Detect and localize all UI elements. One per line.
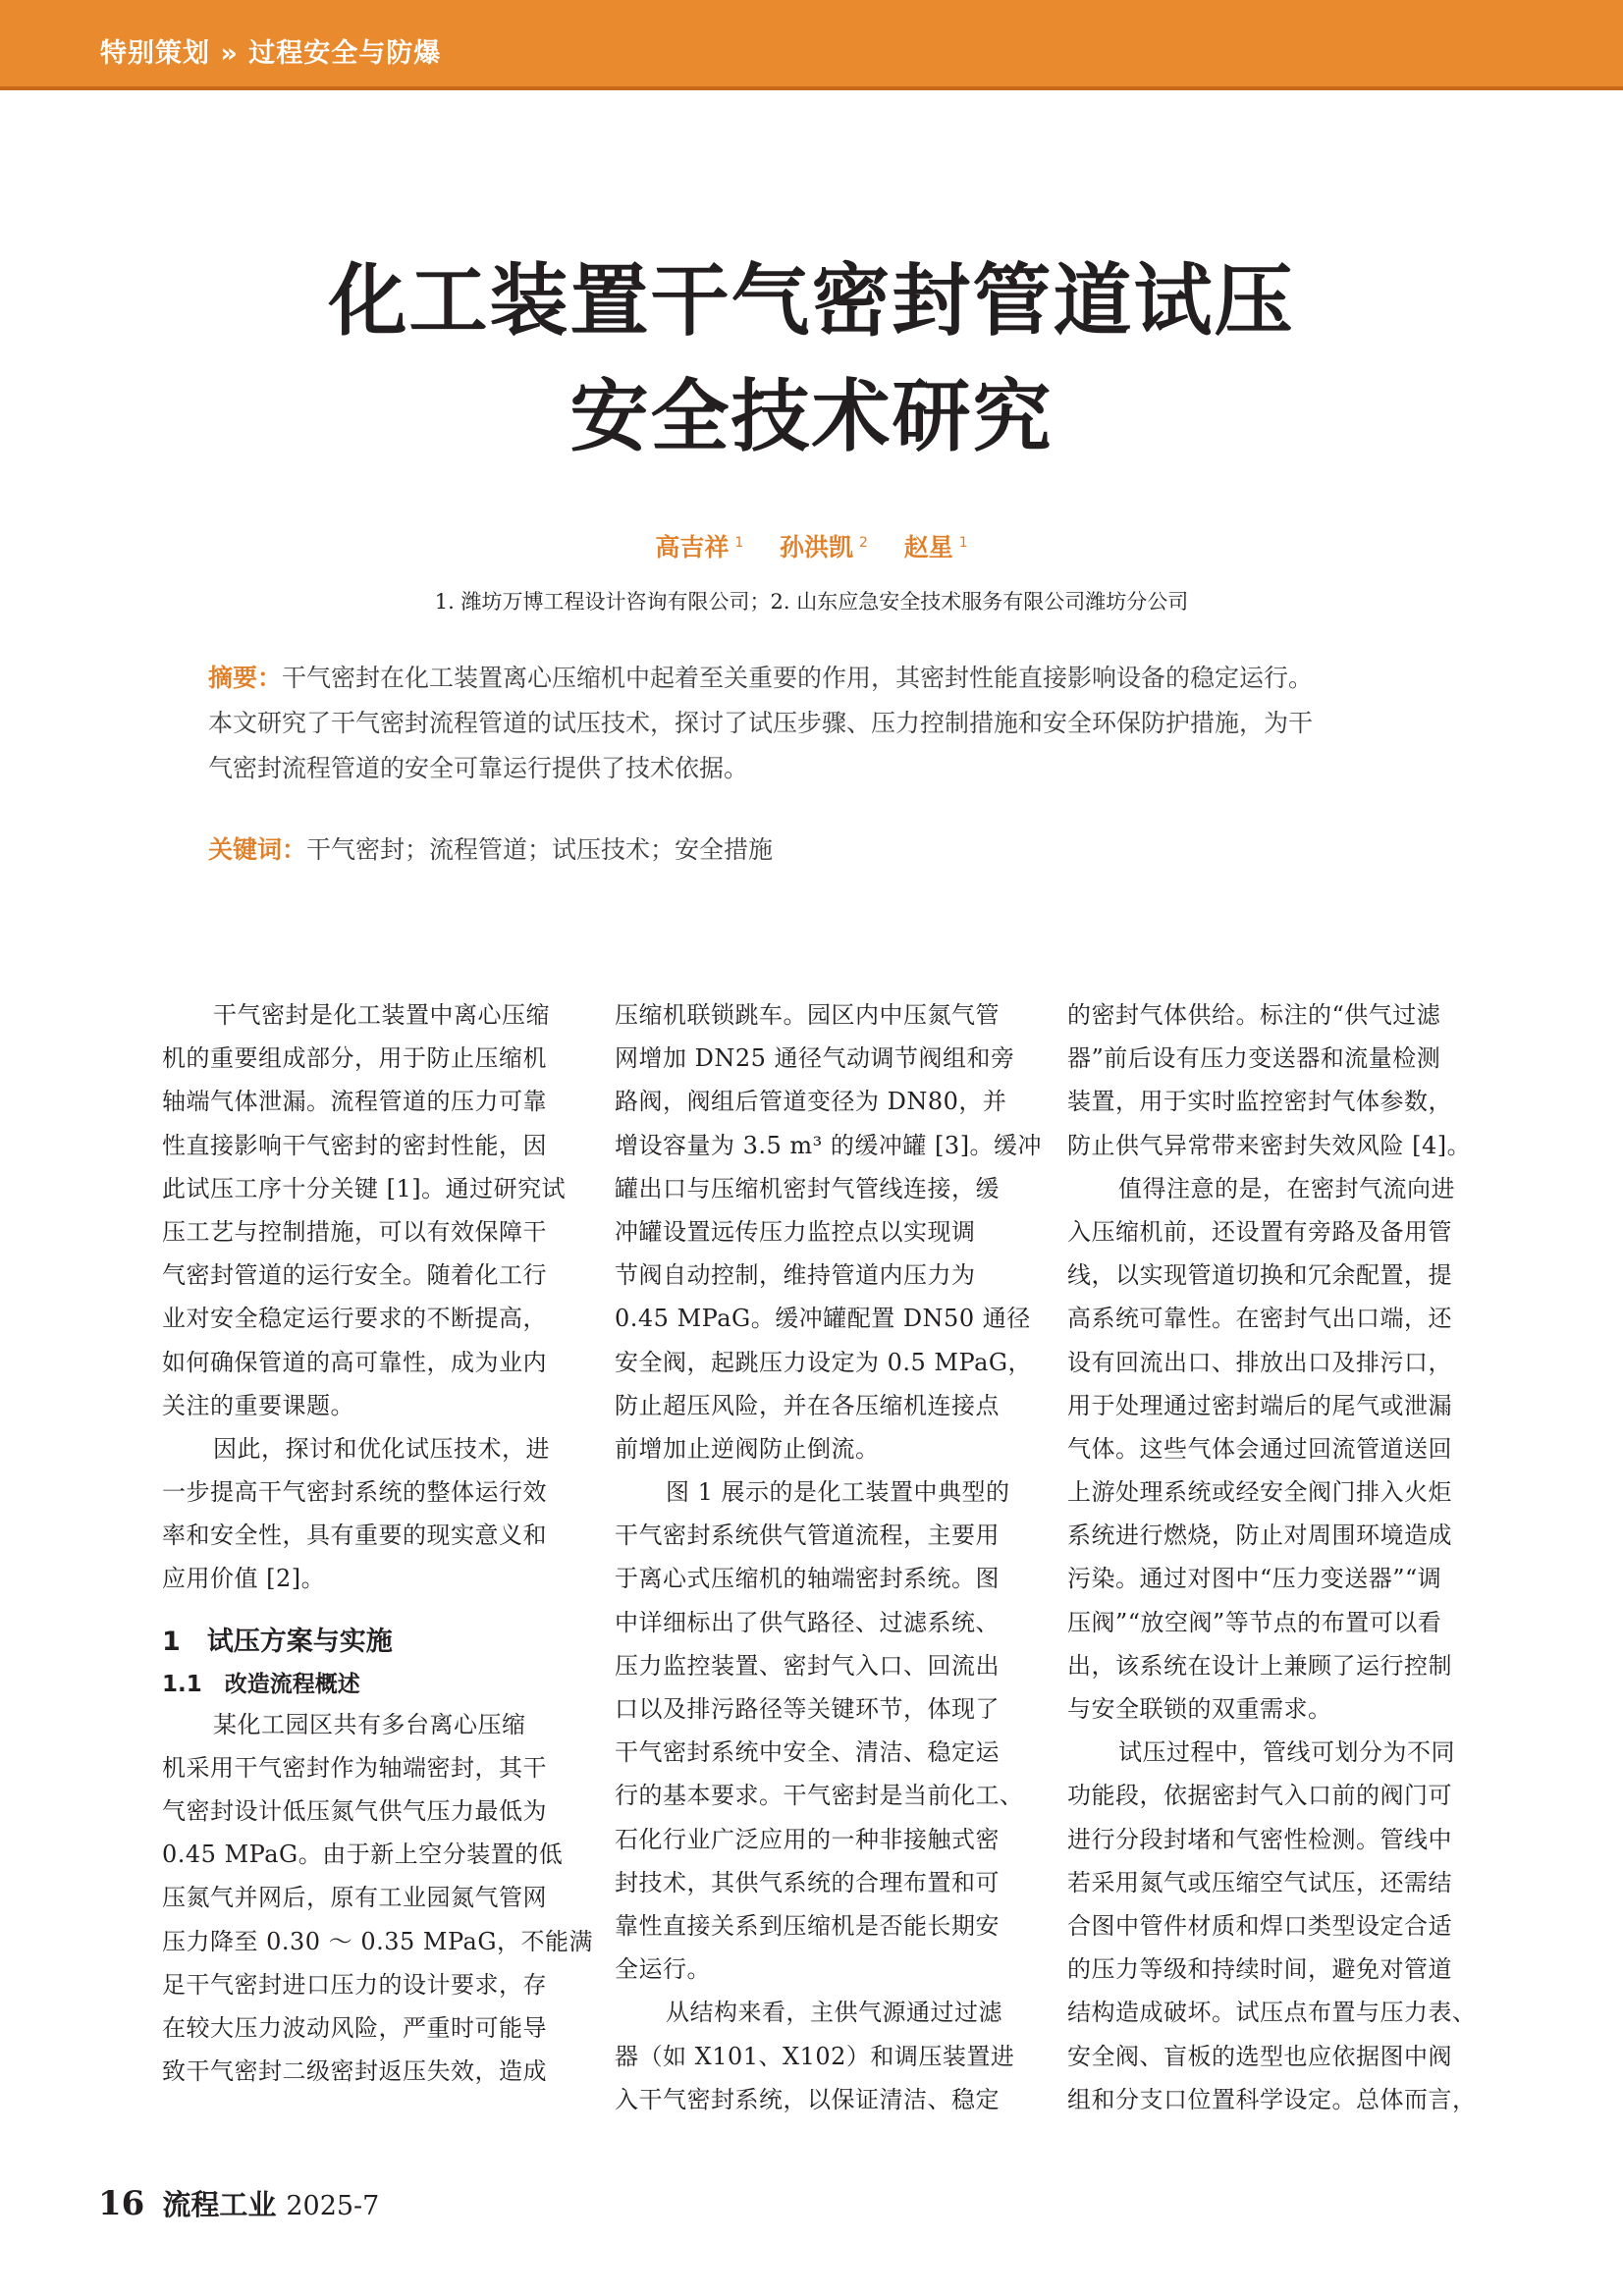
text-line: 的压力等级和持续时间，避免对管道 <box>1067 1955 1452 1984</box>
text-line: 功能段，依据密封气入口前的阀门可 <box>1067 1782 1452 1810</box>
author <box>780 533 868 561</box>
text-line: 如何确保管道的高可靠性，成为业内 <box>162 1348 547 1376</box>
paragraph <box>162 1427 594 1601</box>
text-line: 进行分段封堵和气密性检测。管线中 <box>1067 1825 1452 1853</box>
author-affil-mark: 2 <box>859 534 868 551</box>
author-name: 高吉祥 <box>655 533 730 561</box>
author-name: 孙洪凯 <box>780 533 854 561</box>
text-line: 行的基本要求。干气密封是当前化工、 <box>615 1782 1024 1810</box>
text-line: 气密封设计低压氮气供气压力最低为 <box>162 1797 547 1825</box>
text-line: 干气密封是化工装置中离心压缩 <box>213 1001 550 1029</box>
text-line: 压工艺与控制措施，可以有效保障干 <box>162 1217 547 1246</box>
text-line: 与安全联锁的双重需求。 <box>1067 1695 1332 1723</box>
keywords-text: 干气密封；流程管道；试压技术；安全措施 <box>306 835 774 864</box>
text-line: 防止供气异常带来密封失效风险 [4]。 <box>1067 1131 1472 1159</box>
text-line: 0.45 MPaG。缓冲罐配置 DN50 通径 <box>615 1305 1031 1333</box>
text-line: 压力降至 0.30 ～ 0.35 MPaG，不能满 <box>162 1927 594 1955</box>
text-line: 封技术，其供气系统的合理布置和可 <box>615 1868 1000 1896</box>
text-line: 增设容量为 3.5 m³ 的缓冲罐 [3]。缓冲 <box>615 1131 1043 1159</box>
abstract-label: 摘要： <box>208 664 283 692</box>
text-line: 器（如 X101、X102）和调压装置进 <box>615 2042 1015 2070</box>
text-line: 全运行。 <box>615 1955 711 1984</box>
author-affil-mark: 1 <box>734 534 744 551</box>
keywords <box>208 828 1435 873</box>
paragraph <box>615 1991 1047 2121</box>
text-line: 石化行业广泛应用的一种非接触式密 <box>615 1825 1000 1853</box>
author <box>655 533 743 561</box>
text-line: 压力监控装置、密封气入口、回流出 <box>615 1651 1000 1680</box>
text-line: 干气密封系统中安全、清洁、稳定运 <box>615 1738 1000 1767</box>
text-line: 轴端气体泄漏。流程管道的压力可靠 <box>162 1088 547 1116</box>
text-line: 罐出口与压缩机密封气管线连接，缓 <box>615 1174 1000 1202</box>
text-line: 某化工园区共有多台离心压缩 <box>213 1710 526 1738</box>
text-line: 干气密封系统供气管道流程，主要用 <box>615 1522 1000 1550</box>
text-line: 用于处理通过密封端后的尾气或泄漏 <box>1067 1391 1452 1419</box>
title-line-2: 安全技术研究 <box>569 371 1054 462</box>
abstract-line: 气密封流程管道的安全可靠运行提供了技术依据。 <box>208 754 749 782</box>
paragraph <box>1067 1731 1499 2121</box>
text-line: 足干气密封进口压力的设计要求，存 <box>162 1970 547 1999</box>
text-line: 一步提高干气密封系统的整体运行效 <box>162 1478 547 1507</box>
text-line: 图 1 展示的是化工装置中典型的 <box>666 1478 1010 1507</box>
text-line: 性直接影响干气密封的密封性能，因 <box>162 1131 547 1159</box>
text-line: 值得注意的是，在密封气流向进 <box>1118 1174 1455 1202</box>
paragraph <box>1067 993 1499 1167</box>
text-line: 入干气密封系统，以保证清洁、稳定 <box>615 2085 1000 2113</box>
body-column-3 <box>1067 993 1499 2121</box>
body-column-2 <box>615 993 1047 2121</box>
article-title <box>0 243 1623 475</box>
text-line: 系统进行燃烧，防止对周围环境造成 <box>1067 1522 1452 1550</box>
text-line: 组和分支口位置科学设定。总体而言， <box>1067 2085 1477 2113</box>
text-line: 率和安全性，具有重要的现实意义和 <box>162 1522 547 1550</box>
abstract-text: 干气密封在化工装置离心压缩机中起着至关重要的作用，其密封性能直接影响设备的稳定运行。 <box>282 664 1314 692</box>
author-list <box>0 528 1623 563</box>
text-line: 出，该系统在设计上兼顾了运行控制 <box>1067 1651 1452 1680</box>
text-line: 高系统可靠性。在密封气出口端，还 <box>1067 1305 1452 1333</box>
title-line-1: 化工装置干气密封管道试压 <box>328 255 1295 347</box>
text-line: 安全阀，起跳压力设定为 0.5 MPaG， <box>615 1348 1033 1376</box>
text-line: 压阀”“放空阀”等节点的布置可以看 <box>1067 1608 1442 1636</box>
abstract-line: 本文研究了干气密封流程管道的试压技术，探讨了试压步骤、压力控制措施和安全环保防护措施，为干 <box>208 709 1314 737</box>
text-line: 致干气密封二级密封返压失效，造成 <box>162 2057 547 2086</box>
text-line: 冲罐设置远传压力监控点以实现调 <box>615 1217 976 1246</box>
text-line: 关注的重要课题。 <box>162 1391 354 1419</box>
text-line: 试压过程中，管线可划分为不同 <box>1118 1738 1455 1767</box>
paragraph <box>615 993 1047 1470</box>
paragraph <box>162 993 594 1427</box>
abstract <box>208 656 1435 791</box>
text-line: 入压缩机前，还设置有旁路及备用管 <box>1067 1217 1452 1246</box>
affiliation: 1. 潍坊万博工程设计咨询有限公司；2. 山东应急安全技术服务有限公司潍坊分公司 <box>434 590 1189 614</box>
section-label: 特别策划 » 过程安全与防爆 <box>100 38 442 69</box>
text-line: 机的重要组成部分，用于防止压缩机 <box>162 1044 547 1073</box>
text-line: 靠性直接关系到压缩机是否能长期安 <box>615 1911 1000 1940</box>
page-number: 16 <box>98 2184 145 2223</box>
text-line: 从结构来看，主供气源通过过滤 <box>666 1999 1002 2027</box>
abstract-line <box>208 656 1435 701</box>
text-line: 结构造成破坏。试压点布置与压力表、 <box>1067 1999 1477 2027</box>
page-footer <box>98 2183 379 2223</box>
text-line: 气密封管道的运行安全。随着化工行 <box>162 1261 547 1290</box>
text-line: 安全阀、盲板的选型也应依据图中阀 <box>1067 2042 1452 2070</box>
issue-number: 2025-7 <box>286 2191 380 2221</box>
text-line: 于离心式压缩机的轴端密封系统。图 <box>615 1565 1000 1593</box>
text-line: 中详细标出了供气路径、过滤系统、 <box>615 1608 1000 1636</box>
text-line: 装置，用于实时监控密封气体参数， <box>1067 1088 1452 1116</box>
subsection-heading: 1.1 改造流程概述 <box>162 1671 360 1697</box>
section-heading: 1 试压方案与实施 <box>162 1626 393 1657</box>
text-line: 此试压工序十分关键 [1]。通过研究试 <box>162 1174 567 1202</box>
paragraph <box>162 1703 594 2094</box>
author <box>904 533 968 561</box>
journal-name: 流程工业 <box>162 2188 277 2221</box>
text-line: 口以及排污路径等关键环节，体现了 <box>615 1695 1000 1723</box>
paragraph <box>1067 1167 1499 1731</box>
text-line: 上游处理系统或经安全阀门排入火炬 <box>1067 1478 1452 1507</box>
text-line: 合图中管件材质和焊口类型设定合适 <box>1067 1911 1452 1940</box>
text-line: 线，以实现管道切换和冗余配置，提 <box>1067 1261 1452 1290</box>
text-line: 路阀，阀组后管道变径为 DN80，并 <box>615 1088 1007 1116</box>
section-banner <box>0 0 1623 90</box>
text-line: 压缩机联锁跳车。园区内中压氮气管 <box>615 1001 1000 1029</box>
text-line: 网增加 DN25 通径气动调节阀组和旁 <box>615 1044 1015 1073</box>
text-line: 的密封气体供给。标注的“供气过滤 <box>1067 1001 1441 1029</box>
author-affil-mark: 1 <box>958 534 968 551</box>
body-column-1 <box>162 993 594 2093</box>
paragraph <box>615 1470 1047 1991</box>
text-line: 压氮气并网后，原有工业园氮气管网 <box>162 1884 547 1912</box>
text-line: 若采用氮气或压缩空气试压，还需结 <box>1067 1868 1452 1896</box>
text-line: 因此，探讨和优化试压技术，进 <box>213 1434 550 1463</box>
text-line: 机采用干气密封作为轴端密封，其干 <box>162 1753 547 1782</box>
text-line: 前增加止逆阀防止倒流。 <box>615 1434 880 1463</box>
text-line: 节阀自动控制，维持管道内压力为 <box>615 1261 976 1290</box>
text-line: 业对安全稳定运行要求的不断提高， <box>162 1305 547 1333</box>
text-line: 气体。这些气体会通过回流管道送回 <box>1067 1434 1452 1463</box>
text-line: 在较大压力波动风险，严重时可能导 <box>162 2013 547 2042</box>
text-line: 0.45 MPaG。由于新上空分装置的低 <box>162 1841 564 1869</box>
text-line: 污染。通过对图中“压力变送器”“调 <box>1067 1565 1442 1593</box>
text-line: 设有回流出口、排放出口及排污口， <box>1067 1348 1452 1376</box>
keywords-label: 关键词： <box>208 835 307 864</box>
text-line: 器”前后设有压力变送器和流量检测 <box>1067 1044 1441 1073</box>
text-line: 应用价值 [2]。 <box>162 1565 326 1593</box>
text-line: 防止超压风险，并在各压缩机连接点 <box>615 1391 1000 1419</box>
author-name: 赵星 <box>903 533 953 561</box>
